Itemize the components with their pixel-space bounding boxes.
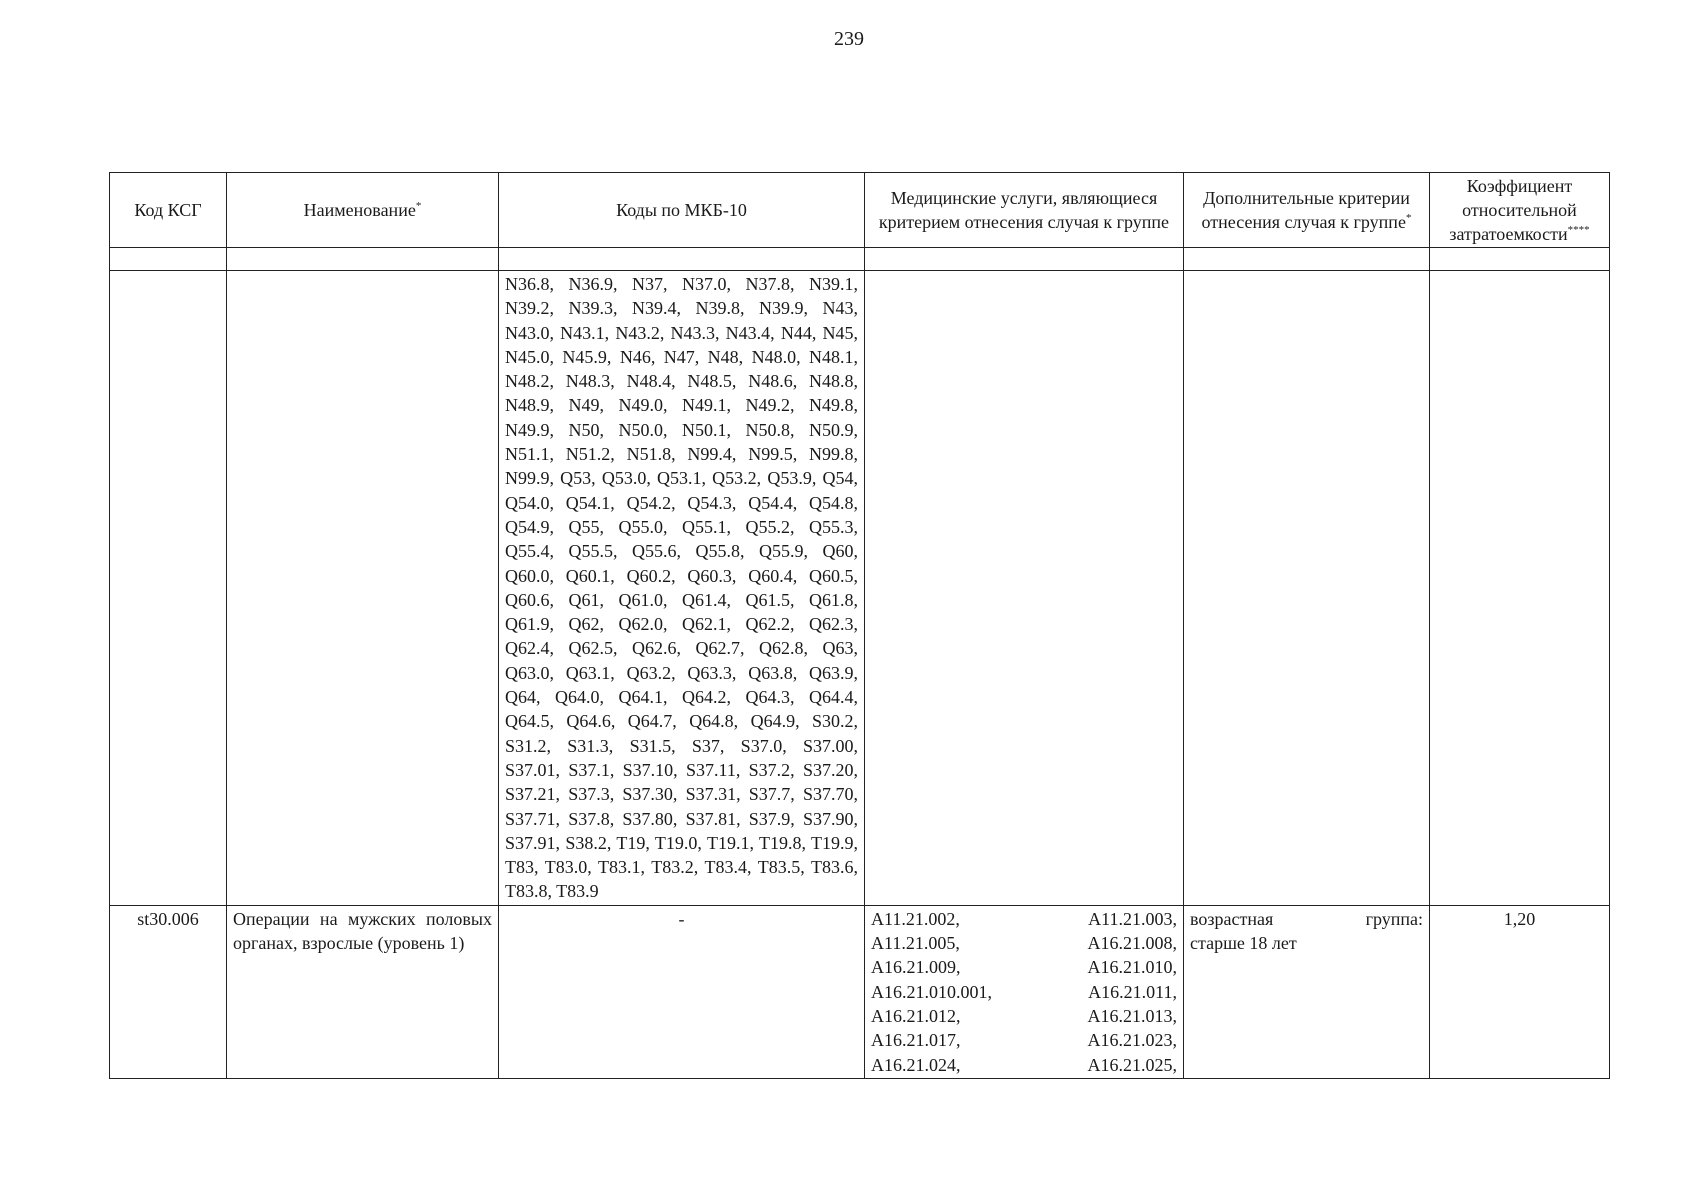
header-criteria: Дополнительные критерии отнесения случая к группе*	[1184, 173, 1430, 248]
cell-services	[865, 905, 1184, 1078]
cell-coefficient	[1430, 271, 1610, 906]
services-line: A16.21.012, A16.21.013,	[871, 1005, 1177, 1026]
header-code: Код КСГ	[110, 173, 227, 248]
table-header-row	[110, 173, 1610, 248]
services-line: A16.21.010.001, A16.21.011,	[871, 981, 1177, 1002]
cell-coefficient: 1,20	[1430, 905, 1610, 1078]
cell-criteria: возрастная группа: старше 18 лет	[1184, 905, 1430, 1078]
services-line: A11.21.005, A16.21.008,	[871, 933, 1177, 954]
ksg-table	[109, 172, 1610, 1079]
table-row	[110, 271, 1610, 906]
table-spacer-row	[110, 248, 1610, 271]
cell-services	[865, 271, 1184, 906]
header-name: Наименование*	[227, 173, 499, 248]
services-line: A16.21.009, A16.21.010,	[871, 957, 1177, 978]
page-number: 239	[834, 28, 864, 50]
cell-icd-codes: N36.8, N36.9, N37, N37.0, N37.8, N39.1, N39.2, N39.3, N39.4, N39.8, N39.9, N43, N43.0, N43.1, N43.2, N43.3, N43.4, N44, N45, N45.0, N45.9, N46, N47, N48, N48.0, N48.1, N48.2, N48.3, N48.4, N48.5, N48.6, N48.8, N48.9, N49, N49.0, N49.1, N49.2, N49.8, N49.9, N50, N50.0, N50.1, N50.8, N50.9, N51.1, N51.2, N51.8, N99.4, N99.5, N99.8, N99.9, Q53, Q53.0, Q53.1, Q53.2, Q53.9, Q54, Q54.0, Q54.1, Q54.2, Q54.3, Q54.4, Q54.8, Q54.9, Q55, Q55.0, Q55.1, Q55.2, Q55.3, Q55.4, Q55.5, Q55.6, Q55.8, Q55.9, Q60, Q60.0, Q60.1, Q60.2, Q60.3, Q60.4, Q60.5, Q60.6, Q61, Q61.0, Q61.4, Q61.5, Q61.8, Q61.9, Q62, Q62.0, Q62.1, Q62.2, Q62.3, Q62.4, Q62.5, Q62.6, Q62.7, Q62.8, Q63, Q63.0, Q63.1, Q63.2, Q63.3, Q63.8, Q63.9, Q64, Q64.0, Q64.1, Q64.2, Q64.3, Q64.4, Q64.5, Q64.6, Q64.7, Q64.8, Q64.9, S30.2, S31.2, S31.3, S31.5, S37, S37.0, S37.00, S37.01, S37.1, S37.10, S37.11, S37.2, S37.20, S37.21, S37.3, S37.30, S37.31, S37.7, S37.70, S37.71, S37.8, S37.80, S37.81, S37.9, S37.90, S37.91, S38.2, T19, T19.0, T19.1, T19.8, T19.9, T83, T83.0, T83.1, T83.2, T83.4, T83.5, T83.6, T83.8, T83.9	[499, 271, 865, 906]
footnote-mark: *	[415, 200, 422, 212]
cell-name: Операции на мужских половых органах, взрослые (уровень 1)	[227, 905, 499, 1078]
cell-criteria	[1184, 271, 1430, 906]
services-line: A16.21.017, A16.21.023,	[871, 1030, 1177, 1051]
header-icd-codes: Коды по МКБ-10	[499, 173, 865, 248]
footnote-mark: ****	[1567, 224, 1590, 236]
header-coefficient: Коэффициент относительной затратоемкости****	[1430, 173, 1610, 248]
cell-name	[227, 271, 499, 906]
cell-code: st30.006	[110, 905, 227, 1078]
header-services: Медицинские услуги, являющиеся критерием отнесения случая к группе	[865, 173, 1184, 248]
services-line: A16.21.024, A16.21.025,	[871, 1054, 1177, 1075]
footnote-mark: *	[1405, 212, 1412, 224]
table-row	[110, 905, 1610, 1078]
services-line: A11.21.002, A11.21.003,	[871, 908, 1177, 929]
cell-code	[110, 271, 227, 906]
cell-icd-codes: -	[499, 905, 865, 1078]
